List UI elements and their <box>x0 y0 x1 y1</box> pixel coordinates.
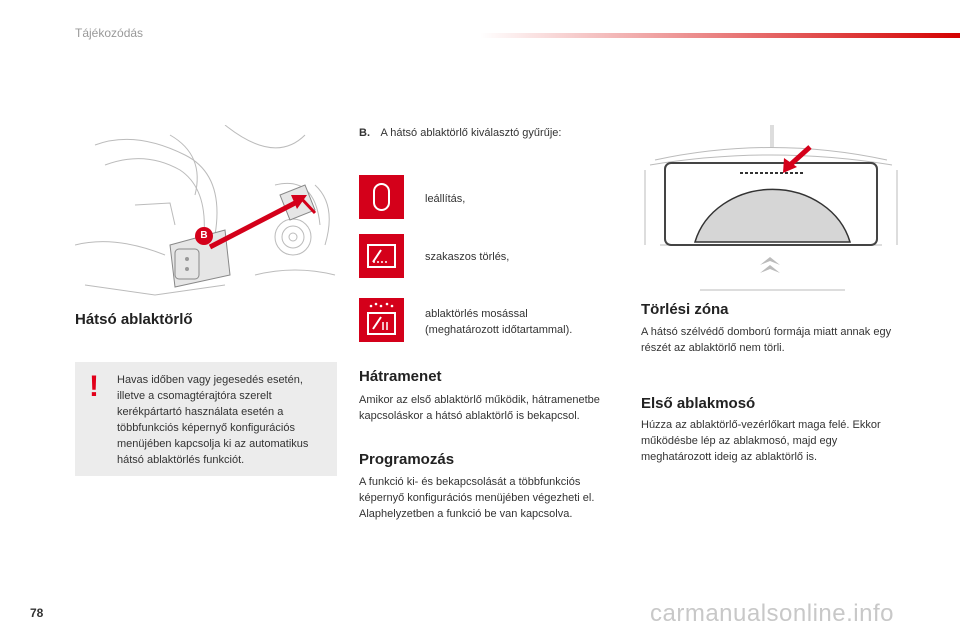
section-title: Tájékozódás <box>75 26 144 40</box>
option-wash-text <box>425 306 572 338</box>
option-wash-line2: (meghatározott időtartammal). <box>425 324 573 336</box>
wiper-off-icon <box>359 175 404 219</box>
watermark: carmanualsonline.info <box>650 600 894 627</box>
figure-label-b: B <box>195 227 213 245</box>
intro-label: B. <box>359 127 370 139</box>
warning-text: Havas időben vagy jegesedés esetén, illetve a csomagtérajtóra szerelt kerékpártartó használata esetén a többfunkciós képernyő konfigurációs menüjében kapcsolja ki az automatikus hátsó ablaktörlés funkciót. <box>117 374 309 466</box>
reverse-heading: Hátramenet <box>359 368 442 385</box>
page-number: 78 <box>30 606 44 620</box>
reverse-text: Amikor az első ablaktörlő működik, hátramenetbe kapcsoláskor a hátsó ablaktörlő is bekapcsol. <box>359 394 600 422</box>
wiper-intermittent-icon <box>359 234 404 278</box>
programming-text: A funkció ki- és bekapcsolását a többfunkciós képernyő konfigurációs menüjében végezheti el. Alaphelyzetben a funkció be van kapcsolva. <box>359 476 595 520</box>
intro-line <box>359 125 561 141</box>
wipe-zone-heading: Törlési zóna <box>641 301 729 318</box>
wiper-stalk-illustration <box>75 125 337 303</box>
header-accent-bar <box>480 33 960 38</box>
wiper-wash-icon <box>359 298 404 342</box>
rear-wiper-heading: Hátsó ablaktörlő <box>75 311 193 328</box>
wipe-zone-text: A hátsó szélvédő domború formája miatt annak egy részét az ablaktörlő nem törli. <box>641 326 892 354</box>
front-washer-heading: Első ablakmosó <box>641 395 756 412</box>
intro-text: A hátsó ablaktörlő kiválasztó gyűrűje: <box>380 127 562 139</box>
front-washer-text: Húzza az ablaktörlő-vezérlőkart maga felé. Ekkor működésbe lép az ablakmosó, majd egy meghatározott ideig az ablaktörlő is. <box>641 419 881 463</box>
warning-box <box>75 362 337 476</box>
option-off-text: leállítás, <box>425 193 466 205</box>
rear-window-illustration <box>640 125 902 295</box>
programming-heading: Programozás <box>359 451 455 468</box>
option-wash-line1: ablaktörlés mosással <box>425 308 528 320</box>
option-intermittent-text: szakaszos törlés, <box>425 251 510 263</box>
warning-icon: ! <box>89 370 99 403</box>
